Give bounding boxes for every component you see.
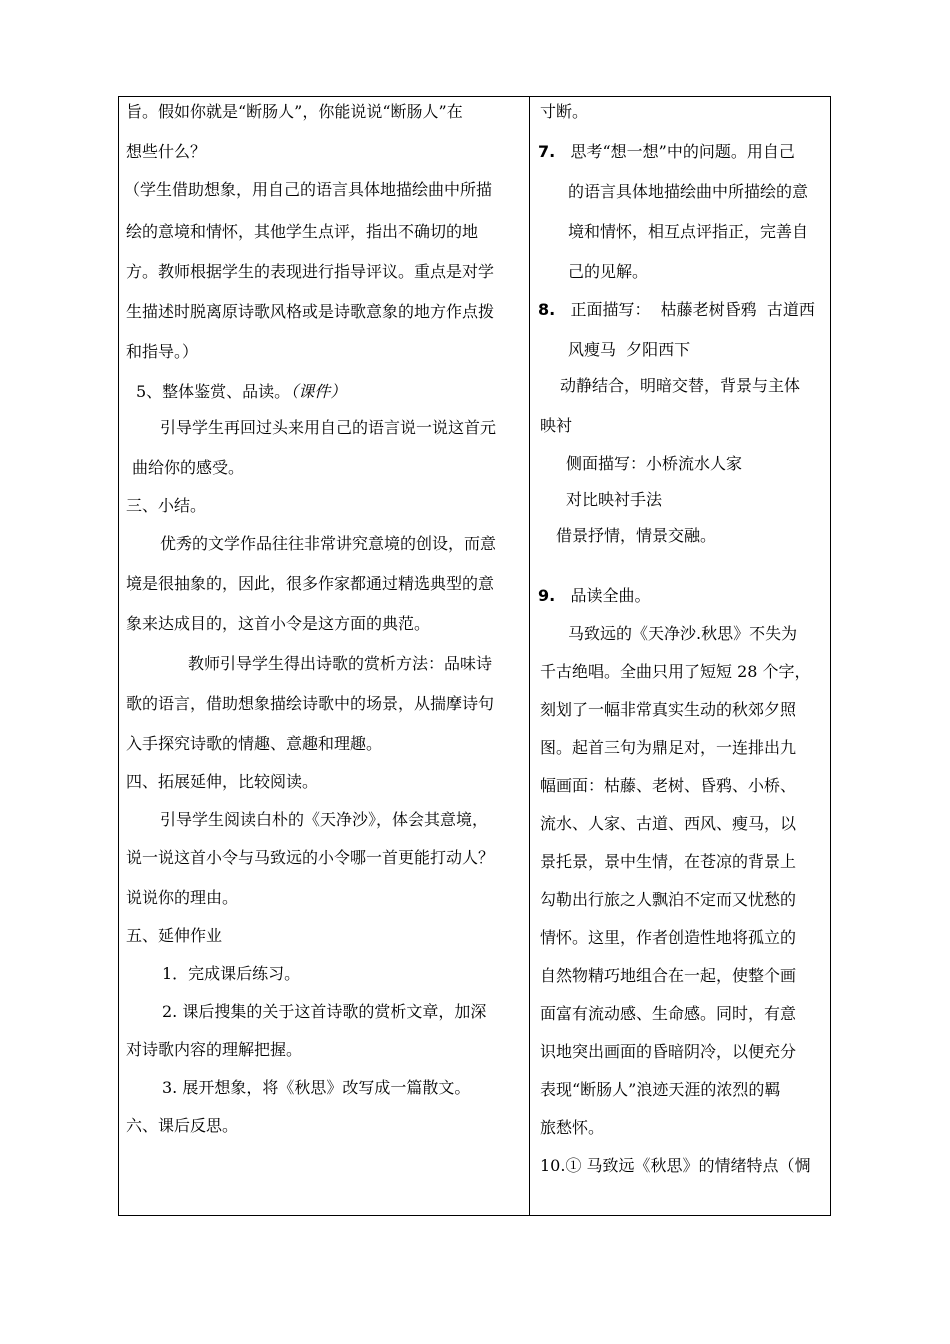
- right-line: 己的见解。: [568, 262, 649, 281]
- homework-item: 1．完成课后练习。: [162, 964, 301, 983]
- section-heading: 五、延伸作业: [126, 926, 223, 945]
- right-line: 勾勒出行旅之人飘泊不定而又忧愁的: [540, 890, 797, 909]
- left-line: 说说你的理由。: [126, 888, 239, 907]
- right-line: 千古绝唱。全曲只用了短短 28 个字，: [540, 662, 811, 681]
- left-line: 教师引导学生得出诗歌的赏析方法：品味诗: [188, 654, 493, 673]
- right-line: 幅画面：枯藤、老树、昏鸦、小桥、: [540, 776, 797, 795]
- left-line: 优秀的文学作品往往非常讲究意境的创设，而意: [160, 534, 497, 553]
- right-line: 8. 正面描写： 枯藤老树昏鸦 古道西: [538, 300, 815, 319]
- right-line: 刻划了一幅非常真实生动的秋郊夕照: [540, 700, 797, 719]
- right-line: 面富有流动感、生命感。同时，有意: [540, 1004, 797, 1023]
- right-line: 映衬: [540, 416, 573, 435]
- right-line: 图。起首三句为鼎足对，一连排出九: [540, 738, 797, 757]
- left-line: （学生借助想象，用自己的语言具体地描绘曲中所描: [124, 180, 493, 199]
- right-line: 侧面描写：小桥流水人家: [566, 454, 743, 473]
- courseware-note: （课件）: [290, 382, 347, 401]
- right-line: 借景抒情，情景交融。: [556, 526, 717, 545]
- section-heading: 5、整体鉴赏、品读。: [136, 382, 291, 401]
- left-line: 说一说这首小令与马致远的小令哪一首更能打动人？: [126, 848, 495, 867]
- left-line: 旨。假如你就是“断肠人”，你能说说“断肠人”在: [126, 102, 463, 121]
- right-line: 10.① 马致远《秋思》的情绪特点（惆: [540, 1156, 811, 1175]
- right-line: 流水、人家、古道、西风、瘦马，以: [540, 814, 797, 833]
- right-line: 境和情怀，相互点评指正，完善自: [568, 222, 809, 241]
- section-heading: 三、小结。: [126, 496, 207, 515]
- right-line: 识地突出画面的昏暗阴冷，以便充分: [540, 1042, 797, 1061]
- right-line: 表现“断肠人”浪迹天涯的浓烈的羁: [540, 1080, 781, 1099]
- left-line: 方。教师根据学生的表现进行指导评议。重点是对学: [126, 262, 495, 281]
- left-line: 象来达成目的，这首小令是这方面的典范。: [126, 614, 431, 633]
- right-line: 风瘦马 夕阳西下: [568, 340, 691, 359]
- right-line: 对比映衬手法: [566, 490, 663, 509]
- left-line: 生描述时脱离原诗歌风格或是诗歌意象的地方作点拨: [126, 302, 495, 321]
- right-line: 动静结合，明暗交替，背景与主体: [560, 376, 801, 395]
- right-line: 的语言具体地描绘曲中所描绘的意: [568, 182, 809, 201]
- right-line: 寸断。: [540, 102, 589, 121]
- right-line: 景托景，景中生情，在苍凉的背景上: [540, 852, 797, 871]
- right-line: 旅愁怀。: [540, 1118, 605, 1137]
- item-number: 9.: [538, 586, 556, 605]
- right-line: 9. 品读全曲。: [538, 586, 651, 605]
- left-line: [136, 382, 346, 402]
- left-line: 曲给你的感受。: [132, 458, 245, 477]
- homework-item: 2. 课后搜集的关于这首诗歌的赏析文章，加深: [162, 1002, 487, 1021]
- right-line: 马致远的《天净沙.秋思》不失为: [568, 624, 798, 643]
- left-line: 对诗歌内容的理解把握。: [126, 1040, 303, 1059]
- section-heading: 六、课后反思。: [126, 1116, 239, 1135]
- section-heading: 四、拓展延伸，比较阅读。: [126, 772, 319, 791]
- left-line: 引导学生再回过头来用自己的语言说一说这首元: [160, 418, 497, 437]
- right-line: 情怀。这里，作者创造性地将孤立的: [540, 928, 797, 947]
- item-number: 8.: [538, 300, 556, 319]
- left-line: 想些什么？: [126, 142, 207, 161]
- left-line: 入手探究诗歌的情趣、意趣和理趣。: [126, 734, 383, 753]
- right-line: 自然物精巧地组合在一起，使整个画: [540, 966, 797, 985]
- left-line: 和指导。）: [126, 342, 199, 361]
- left-line: 绘的意境和情怀，其他学生点评，指出不确切的地: [126, 222, 479, 241]
- homework-item: 3. 展开想象，将《秋思》改写成一篇散文。: [162, 1078, 471, 1097]
- item-number: 7.: [538, 142, 556, 161]
- left-line: 歌的语言，借助想象描绘诗歌中的场景，从揣摩诗句: [126, 694, 495, 713]
- column-divider: [529, 97, 530, 1215]
- left-line: 引导学生阅读白朴的《天净沙》，体会其意境，: [160, 810, 489, 829]
- left-line: 境是很抽象的，因此，很多作家都通过精选典型的意: [126, 574, 495, 593]
- right-line: 7. 思考“想一想”中的问题。用自己: [538, 142, 795, 161]
